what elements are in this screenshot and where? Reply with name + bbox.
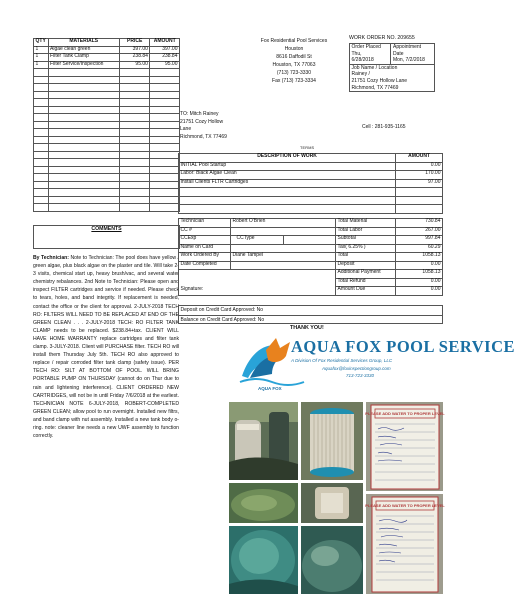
materials-blank-cell <box>119 69 150 77</box>
materials-blank-row <box>34 129 180 137</box>
materials-blank-cell <box>150 204 180 212</box>
materials-blank-cell <box>48 196 119 204</box>
materials-blank-cell <box>34 106 49 114</box>
materials-blank-cell <box>48 69 119 77</box>
materials-amount: 95.00 <box>150 61 180 69</box>
description-text: Labor: Black Algae Clean <box>179 171 396 180</box>
appointment-date: Mon, 7/2/2018 <box>392 57 425 64</box>
materials-blank-cell <box>119 144 150 152</box>
materials-name: Filter Service/Inspection <box>48 61 119 69</box>
photo-pool-equipment <box>229 402 298 480</box>
ccexp-label: CCExp <box>179 236 231 245</box>
materials-blank-cell <box>119 204 150 212</box>
summary-value: 997.84 <box>396 236 443 245</box>
materials-qty: 1 <box>34 54 49 62</box>
materials-blank-row <box>34 114 180 122</box>
materials-blank-cell <box>119 99 150 107</box>
signature-blank <box>179 270 336 287</box>
order-placed-label: Order Placed <box>351 44 381 50</box>
company-city: Houston, TX 77063 <box>272 61 316 68</box>
materials-blank-cell <box>150 76 180 84</box>
materials-price: 397.00 <box>119 46 150 54</box>
summary-value: 267.00 <box>396 227 443 236</box>
description-text: INITIAL Pool Startup <box>179 162 396 171</box>
appointment-sub: Date <box>392 50 404 57</box>
cctype-label <box>231 236 284 245</box>
work-order-table <box>349 43 435 92</box>
summary-label: Amount Due <box>336 287 396 296</box>
description-amount <box>396 205 443 214</box>
photo-pool-form-1 <box>366 402 443 491</box>
materials-blank-cell <box>150 144 180 152</box>
summary-label: Total Labor <box>336 227 396 236</box>
company-address <box>252 38 336 85</box>
date-completed-label: Date Completed <box>179 261 231 270</box>
materials-blank-cell <box>34 204 49 212</box>
name-on-card-label: Name on Card <box>179 244 231 253</box>
materials-blank-cell <box>119 174 150 182</box>
job-location-cell <box>350 64 435 91</box>
materials-blank-cell <box>48 99 119 107</box>
ordered-by-value: Diane Tampel <box>231 253 336 262</box>
materials-blank-cell <box>48 151 119 159</box>
technician-value: Robert O'Brien <box>231 219 336 228</box>
summary-label: Subtotal <box>336 236 396 245</box>
materials-blank-cell <box>48 204 119 212</box>
summary-value: 0.00 <box>396 278 443 287</box>
summary-label: Total Refund <box>336 278 396 287</box>
materials-blank-cell <box>48 129 119 137</box>
brand-email: Aquafox@foxinspectiongroup.com <box>322 366 391 371</box>
description-table <box>178 153 443 214</box>
appointment-label: Appointment <box>392 44 422 50</box>
svg-text:PLEASE ADD WATER TO PROPER LEV: PLEASE ADD WATER TO PROPER LEVEL <box>365 503 445 508</box>
materials-blank-row <box>34 166 180 174</box>
description-row <box>179 188 443 197</box>
work-order-number: WORK ORDER NO. 209655 <box>349 35 415 41</box>
materials-blank-cell <box>150 84 180 92</box>
materials-blank-cell <box>150 69 180 77</box>
bill-to-street-2: Lane <box>180 126 192 133</box>
materials-qty: 1 <box>34 46 49 54</box>
deposit-cc-approved: Deposit on Credit Card Approved: No <box>180 307 264 313</box>
date-completed-value <box>231 261 336 270</box>
materials-blank-cell <box>150 91 180 99</box>
materials-blank-cell <box>150 159 180 167</box>
photo-green-water <box>229 483 298 523</box>
materials-blank-row <box>34 204 180 212</box>
company-branch: Houston <box>284 45 304 52</box>
materials-blank-cell <box>34 196 49 204</box>
materials-name: Algae clean green <box>48 46 119 54</box>
materials-blank-cell <box>34 189 49 197</box>
materials-blank-cell <box>34 121 49 129</box>
materials-blank-cell <box>34 151 49 159</box>
materials-blank-row <box>34 144 180 152</box>
summary-label: Total Material <box>336 219 396 228</box>
description-amount: 97.00 <box>396 179 443 188</box>
materials-table <box>33 38 180 212</box>
materials-blank-row <box>34 76 180 84</box>
materials-blank-cell <box>119 159 150 167</box>
technician-notes <box>33 254 179 440</box>
price-header: PRICE <box>119 39 150 47</box>
materials-blank-cell <box>119 181 150 189</box>
company-fax: Fax (713) 723-3334 <box>272 77 316 84</box>
materials-blank-cell <box>119 189 150 197</box>
description-text <box>179 205 396 214</box>
description-amount-header: AMOUNT <box>396 154 443 163</box>
cell-phone: Cell : 281-935-1165 <box>362 124 406 130</box>
materials-blank-cell <box>150 196 180 204</box>
summary-label: Total <box>336 253 396 262</box>
materials-blank-cell <box>48 76 119 84</box>
materials-blank-cell <box>34 114 49 122</box>
materials-blank-cell <box>48 174 119 182</box>
materials-blank-cell <box>48 144 119 152</box>
photo-pool-floor <box>301 526 363 594</box>
materials-blank-cell <box>34 166 49 174</box>
materials-blank-row <box>34 99 180 107</box>
materials-blank-cell <box>34 129 49 137</box>
materials-price: 95.00 <box>119 61 150 69</box>
materials-blank-cell <box>150 129 180 137</box>
materials-blank-cell <box>150 121 180 129</box>
materials-amount: 238.84 <box>150 54 180 62</box>
materials-blank-cell <box>119 91 150 99</box>
materials-blank-cell <box>150 114 180 122</box>
description-amount <box>396 196 443 205</box>
job-street: 21751 Cozy Hollow Lane <box>351 77 408 84</box>
svg-text:PLEASE ADD WATER TO PROPER LEV: PLEASE ADD WATER TO PROPER LEVEL <box>365 411 445 416</box>
materials-blank-cell <box>150 151 180 159</box>
materials-blank-cell <box>34 91 49 99</box>
signature-label: Signature: <box>179 287 336 296</box>
materials-blank-cell <box>119 84 150 92</box>
materials-blank-cell <box>34 99 49 107</box>
materials-blank-cell <box>119 76 150 84</box>
description-row <box>179 196 443 205</box>
materials-blank-cell <box>34 84 49 92</box>
totals-table <box>178 218 443 296</box>
technician-label: Technician <box>179 219 231 228</box>
materials-blank-cell <box>48 84 119 92</box>
photo-filter-cartridge <box>301 402 363 480</box>
brand-phone: 713-723-3330 <box>346 373 375 378</box>
materials-header: MATERIALS <box>48 39 119 47</box>
ordered-by-label: Work Ordered By <box>179 253 231 262</box>
materials-blank-cell <box>150 189 180 197</box>
materials-blank-cell <box>150 106 180 114</box>
materials-blank-cell <box>48 136 119 144</box>
photo-pool-water <box>229 526 298 594</box>
materials-blank-cell <box>34 159 49 167</box>
job-name: Rainey / <box>351 71 370 78</box>
technician-notes-label: By Technician: <box>33 255 69 261</box>
materials-blank-cell <box>48 106 119 114</box>
materials-blank-cell <box>119 106 150 114</box>
bill-to <box>180 111 227 141</box>
credit-card-approvals <box>178 305 443 324</box>
materials-blank-cell <box>48 121 119 129</box>
technician-notes-text: Note to Technician: The pool does have yellow / green algae, plus black algae on the plaster and tile. Will take 2-3 visits, chemical start up, heavy brush/vac, and several water chemistry rebalances. 2nd Note to Technician: Please open and inspect FILTER cartridges and service if needed. Please check to tears, holes, and band integrity. If replacement is needed, contact the office or the client for approval. 2-JULY-2018 TECH RO: FILTERS WILL NEED TO BE REPLACED AT END OF THE GREEN CLEAN . . . 2-JULY-2018 TECH: RO FILTER TANK CLAMP needs to be replaced. $238.84+tax. CLIENT WILL HAVE HOME WARRANTY replace cartridges and filter tank clamp. 3-JULY-2018. Client will PURCHASE filter. TECH RO will install them Thursday July 5th. TECH RO also approved to replace / repair corroded filter tank clamp (safety issue). PER TECH RO: SILT AT BOTTOM OF POOL. WILL BRING PORTABLE PUMP ON THURSDAY (cannot do on Thur due to rain and lightening interference). CLIENT ORDERED NEW CARTRIDGES, will not be in until Friday 7/6/2018 at the earliest. TECHNICIAN NOTE 6-JULY-2018, ROBERT-COMPLETED GREEN CLEAN; allow pool to run overnight. Installed new filtrs, and band clamp with nut assembly. Installed a new tank body o-ring. note: cleaner line needs a new UWF assembly to function correctly. <box>33 255 180 440</box>
description-amount: 170.00 <box>396 171 443 180</box>
svg-text:AQUA FOX: AQUA FOX <box>258 386 282 391</box>
materials-blank-row <box>34 91 180 99</box>
materials-blank-cell <box>119 121 150 129</box>
description-amount: 0.00 <box>396 162 443 171</box>
materials-row <box>34 61 180 69</box>
materials-blank-row <box>34 84 180 92</box>
materials-blank-row <box>34 121 180 129</box>
cctype-text: CCType <box>236 235 255 241</box>
materials-blank-cell <box>150 174 180 182</box>
job-name-label: Job Name / Location <box>351 64 398 71</box>
company-name: Fox Residential Pool Services <box>260 38 328 44</box>
materials-blank-cell <box>119 129 150 137</box>
summary-value: 0.00 <box>396 261 443 270</box>
materials-header-row <box>34 39 180 47</box>
order-placed-day: Thu, <box>351 50 362 57</box>
materials-blank-cell <box>48 166 119 174</box>
order-placed-cell <box>350 44 391 65</box>
materials-blank-cell <box>119 196 150 204</box>
comments-box <box>33 225 180 249</box>
materials-blank-cell <box>150 99 180 107</box>
thank-you: THANK YOU! <box>290 325 324 331</box>
materials-blank-row <box>34 151 180 159</box>
materials-row <box>34 54 180 62</box>
brand-name: AQUA FOX POOL SERVICE <box>291 337 515 356</box>
description-text: Install Clients FLTR Cartridges <box>179 179 396 188</box>
materials-price: 238.84 <box>119 54 150 62</box>
cctype-value <box>284 236 336 245</box>
materials-blank-cell <box>119 136 150 144</box>
description-text <box>179 196 396 205</box>
materials-amount: 397.00 <box>150 46 180 54</box>
photo-pool-form-2 <box>366 494 443 594</box>
materials-blank-row <box>34 106 180 114</box>
bill-to-city: Richmond, TX 77469 <box>180 133 227 140</box>
terms-label: TERMS <box>300 146 315 150</box>
materials-blank-cell <box>48 114 119 122</box>
materials-blank-cell <box>48 181 119 189</box>
materials-blank-cell <box>34 69 49 77</box>
summary-label: Additional Payment <box>336 270 396 279</box>
materials-blank-cell <box>150 136 180 144</box>
materials-blank-cell <box>34 174 49 182</box>
job-city: Richmond, TX 77469 <box>351 84 399 91</box>
order-placed-date: 6/28/2018 <box>351 57 374 64</box>
materials-blank-cell <box>119 151 150 159</box>
materials-blank-cell <box>119 114 150 122</box>
materials-blank-row <box>34 69 180 77</box>
brand-subtitle: A Division Of Fox Residential Services Group, LLC <box>291 358 393 363</box>
materials-name: Filter Tank Clamp <box>48 54 119 62</box>
appointment-cell <box>391 44 435 65</box>
summary-value: 60.29 <box>396 244 443 253</box>
description-header: DESCRIPTION OF WORK <box>179 154 396 163</box>
materials-blank-cell <box>34 181 49 189</box>
materials-blank-cell <box>34 136 49 144</box>
materials-blank-cell <box>150 181 180 189</box>
materials-blank-cell <box>34 76 49 84</box>
materials-blank-row <box>34 159 180 167</box>
company-street: 8616 Daffodil St <box>276 53 312 60</box>
materials-blank-cell <box>150 166 180 174</box>
description-text <box>179 188 396 197</box>
materials-blank-cell <box>34 144 49 152</box>
description-amount <box>396 188 443 197</box>
materials-blank-row <box>34 189 180 197</box>
materials-blank-row <box>34 174 180 182</box>
cc-label: CC # <box>179 227 231 236</box>
materials-blank-row <box>34 196 180 204</box>
description-row <box>179 179 443 188</box>
materials-blank-cell <box>48 159 119 167</box>
materials-blank-cell <box>48 189 119 197</box>
summary-label: Tax( 6.25% ) <box>336 244 396 253</box>
bill-to-name: TO: Mitch Rainey <box>180 111 219 117</box>
balance-cc-approved: Balance on Credit Card Approved: No <box>179 315 442 324</box>
materials-blank-row <box>34 181 180 189</box>
photo-filter-equipment <box>301 483 363 523</box>
description-row <box>179 205 443 214</box>
materials-blank-cell <box>119 166 150 174</box>
materials-blank-cell <box>48 91 119 99</box>
summary-value: 1058.13 <box>396 253 443 262</box>
qty-header: QTY <box>34 39 49 47</box>
summary-value: 730.84 <box>396 219 443 228</box>
bill-to-street: 21751 Cozy Hollow <box>180 118 224 125</box>
summary-value: 0.00 <box>396 287 443 296</box>
amount-header: AMOUNT <box>150 39 180 47</box>
materials-qty: 1 <box>34 61 49 69</box>
materials-blank-row <box>34 136 180 144</box>
comments-heading: COMMENTS <box>91 226 122 232</box>
company-phone: (713) 723-3330 <box>276 69 312 76</box>
description-row <box>179 171 443 180</box>
summary-value: 1058.13 <box>396 270 443 279</box>
summary-label: Deposit <box>336 261 396 270</box>
